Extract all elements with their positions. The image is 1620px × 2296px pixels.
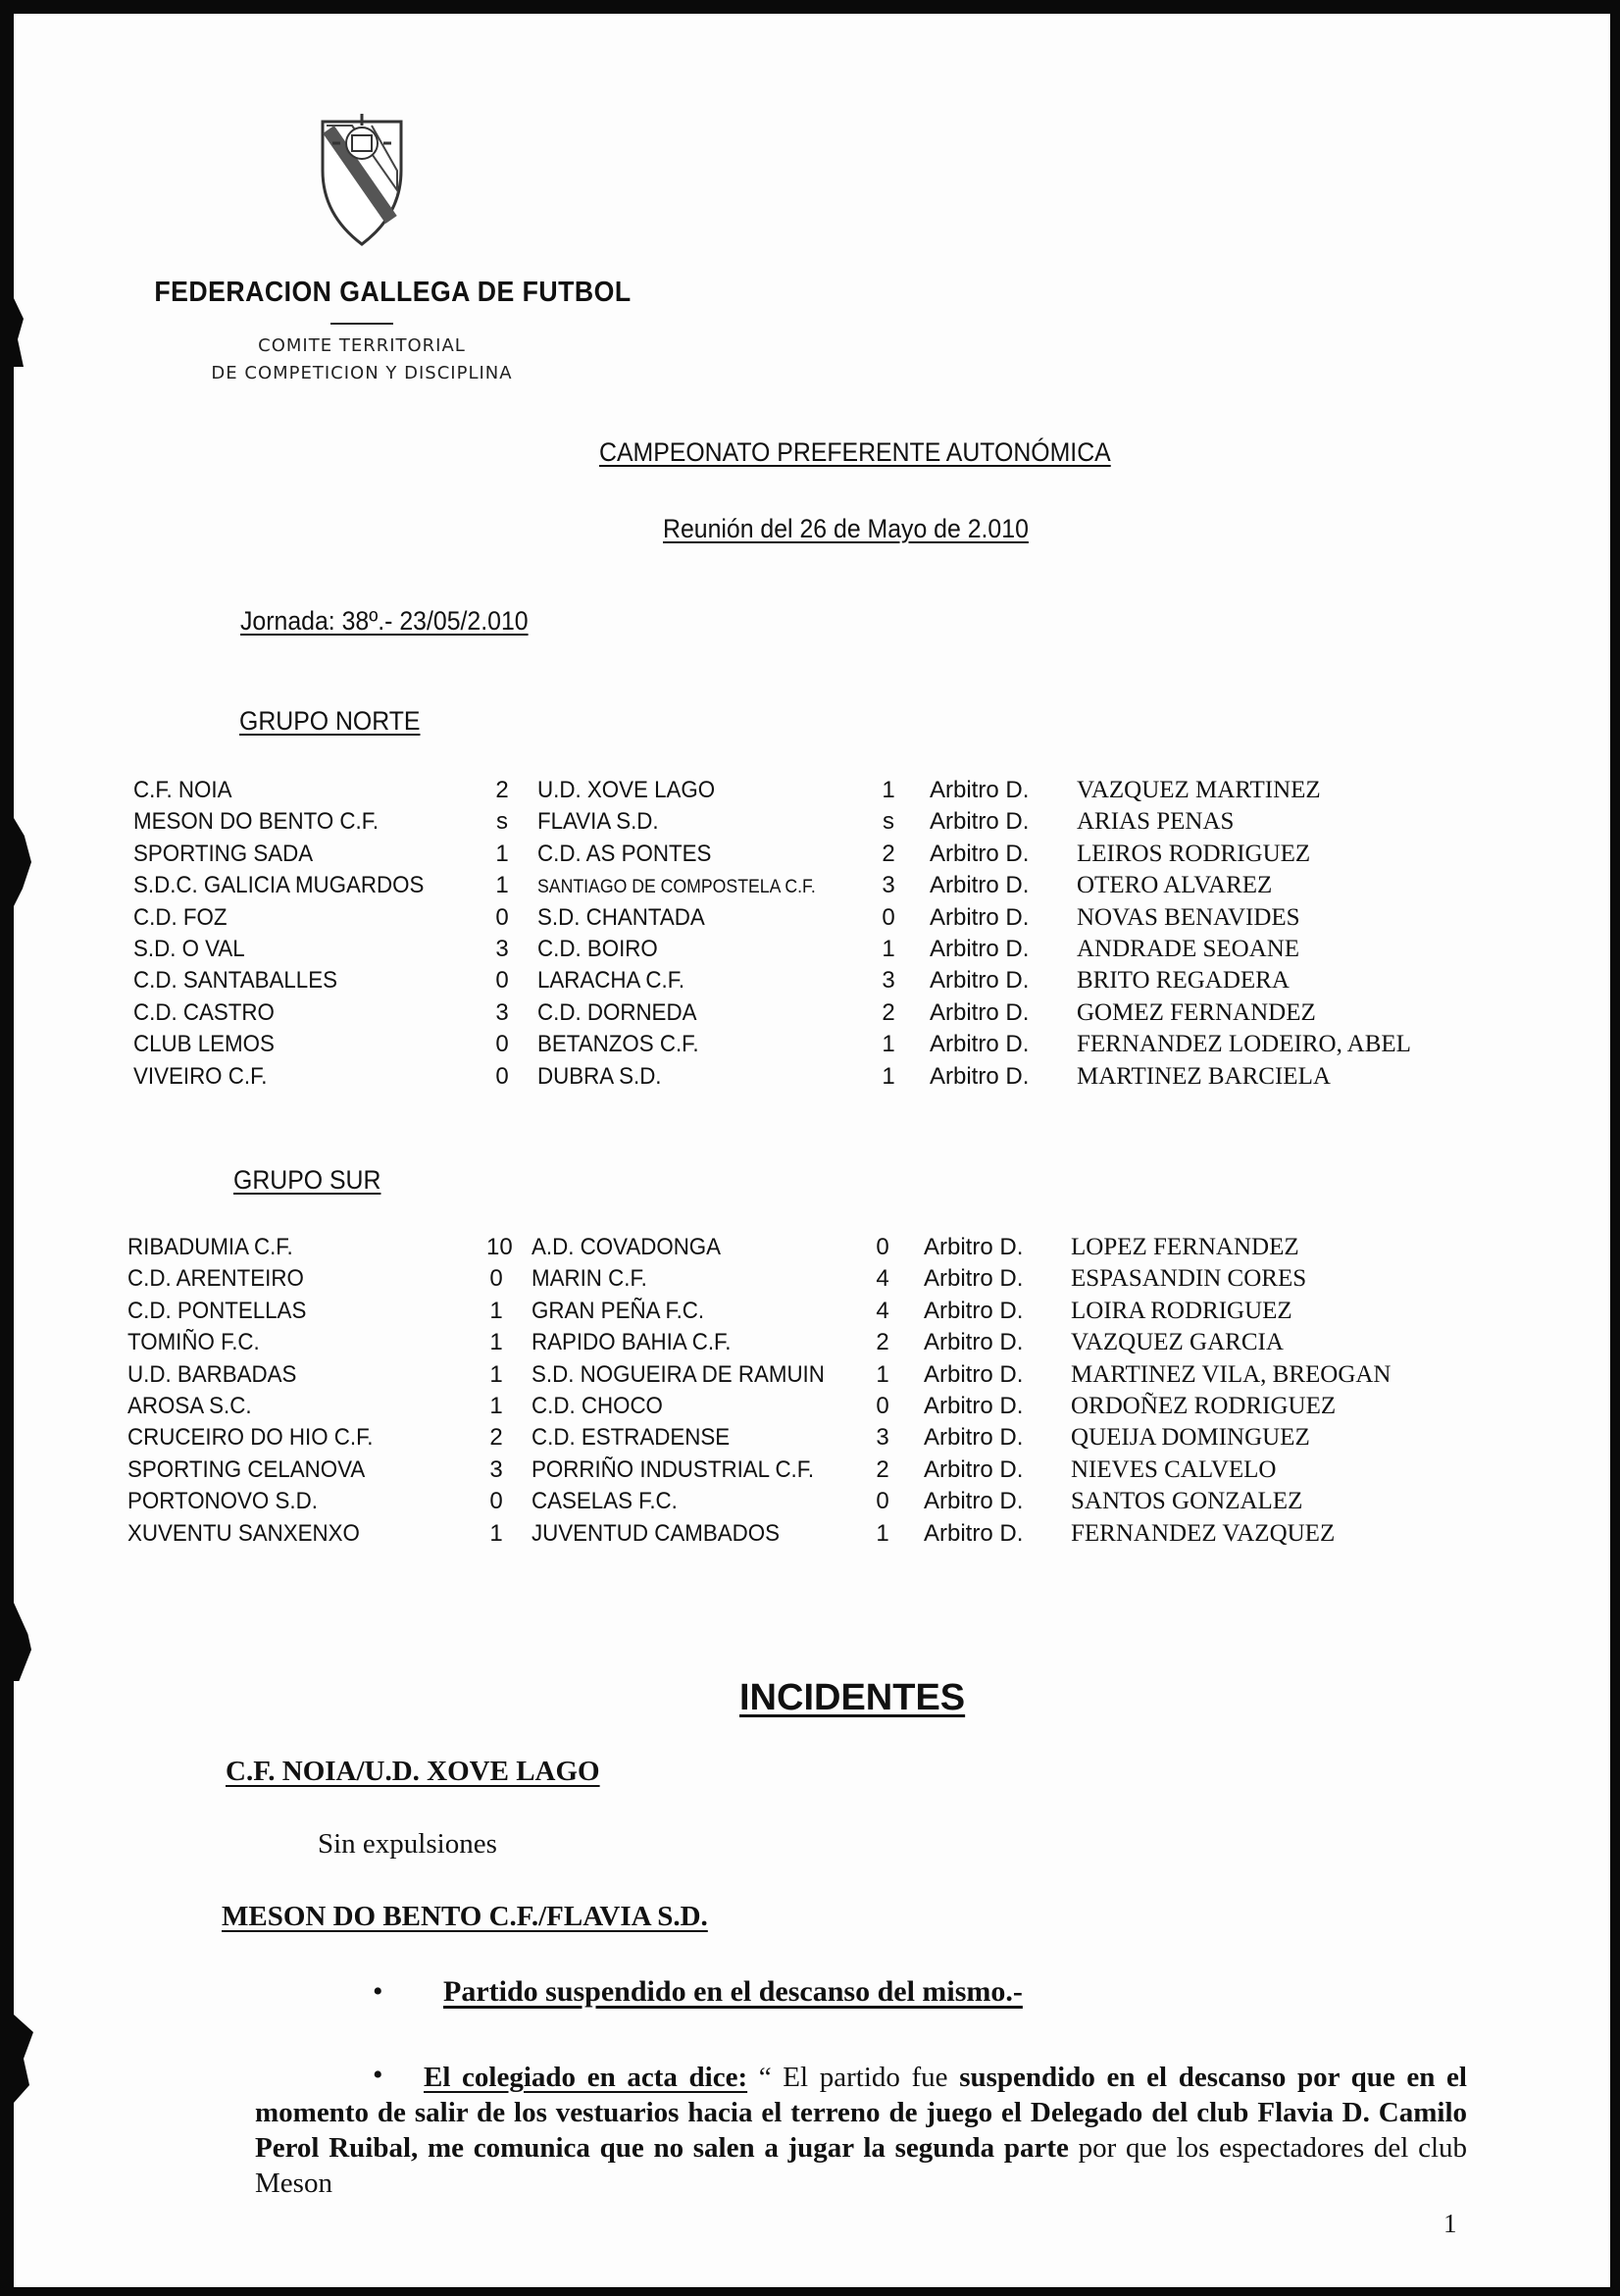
acta-text-b: suspendido en el descanso por que en el momento de salir de los vestuarios hacia el terreno de juego el Delegado del club Flavia D. Camilo Perol Ruibal, me comunica que no salen a jugar la segunda parte (255, 2062, 1467, 2164)
document-page (14, 14, 1610, 2287)
home-team: SPORTING CELANOVA (127, 1455, 366, 1483)
letterhead (136, 112, 632, 387)
away-team: GRAN PEÑA F.C. (532, 1297, 705, 1324)
torn-edge (14, 2015, 33, 2103)
away-team: LARACHA C.F. (537, 967, 685, 995)
championship-title: CAMPEONATO PREFERENTE AUTONÓMICA (599, 437, 1111, 467)
away-team: SANTIAGO DE COMPOSTELA C.F. (537, 877, 816, 898)
referee-name: OTERO ALVAREZ (1077, 872, 1273, 899)
referee-name: NIEVES CALVELO (1071, 1455, 1277, 1483)
home-team: XUVENTU SANXENXO (127, 1519, 360, 1547)
home-score: 0 (495, 1062, 509, 1090)
referee-name: LOIRA RODRIGUEZ (1071, 1297, 1292, 1324)
away-team: DUBRA S.D. (537, 1062, 662, 1090)
acta-text-a: “ El partido fue (747, 2062, 960, 2093)
away-score: 2 (882, 998, 895, 1026)
sin-expulsiones-text: Sin expulsiones (318, 1828, 497, 1860)
referee-name: VAZQUEZ GARCIA (1071, 1329, 1284, 1356)
away-team: RAPIDO BAHIA C.F. (532, 1329, 732, 1356)
away-score: 1 (876, 1360, 889, 1388)
referee-name: FERNANDEZ LODEIRO, ABEL (1077, 1031, 1411, 1058)
home-score: 0 (489, 1488, 503, 1515)
away-team: S.D. NOGUEIRA DE RAMUIN (532, 1360, 825, 1388)
committee-line-1: COMITE TERRITORIAL (258, 335, 466, 356)
away-score: 2 (876, 1329, 889, 1356)
away-team: A.D. COVADONGA (532, 1234, 722, 1260)
home-score: 1 (495, 840, 509, 867)
referee-label: Arbitro D. (924, 1488, 1024, 1515)
home-team: C.D. ARENTEIRO (127, 1265, 304, 1293)
referee-name: LOPEZ FERNANDEZ (1071, 1234, 1299, 1260)
away-team: C.D. ESTRADENSE (532, 1424, 731, 1452)
home-score: 3 (495, 998, 509, 1026)
home-team: S.D.C. GALICIA MUGARDOS (133, 872, 425, 899)
referee-label: Arbitro D. (930, 840, 1030, 867)
home-team: C.D. CASTRO (133, 998, 275, 1026)
away-score: 0 (876, 1392, 889, 1419)
home-team: S.D. O VAL (133, 935, 245, 962)
home-score: 0 (495, 967, 509, 995)
away-team: JUVENTUD CAMBADOS (532, 1519, 780, 1547)
referee-label: Arbitro D. (924, 1329, 1024, 1356)
home-score: 3 (489, 1455, 503, 1483)
acta-paragraph (255, 2060, 1467, 2201)
home-score: 0 (489, 1265, 503, 1293)
bullet-icon: • (373, 1975, 383, 2008)
home-team: C.D. PONTELLAS (127, 1297, 307, 1324)
home-team: PORTONOVO S.D. (127, 1488, 318, 1515)
away-score: 1 (876, 1519, 889, 1547)
away-score: 4 (876, 1265, 889, 1293)
away-score: 4 (876, 1297, 889, 1324)
away-team: C.D. CHOCO (532, 1392, 663, 1419)
away-team: C.D. DORNEDA (537, 998, 697, 1026)
torn-edge (14, 818, 31, 906)
away-score: 1 (882, 777, 895, 803)
referee-name: ORDOÑEZ RODRIGUEZ (1071, 1392, 1337, 1419)
referee-name: MARTINEZ BARCIELA (1077, 1062, 1331, 1090)
away-team: MARIN C.F. (532, 1265, 647, 1293)
referee-name: GOMEZ FERNANDEZ (1077, 998, 1316, 1026)
home-team: RIBADUMIA C.F. (127, 1234, 293, 1260)
away-score: 0 (876, 1234, 889, 1260)
away-team: S.D. CHANTADA (537, 903, 705, 931)
home-score: 1 (489, 1519, 503, 1547)
referee-name: ARIAS PENAS (1077, 808, 1235, 836)
referee-name: NOVAS BENAVIDES (1077, 903, 1300, 931)
grupo-norte-heading: GRUPO NORTE (239, 706, 421, 736)
home-score: 0 (495, 1031, 509, 1058)
away-score: s (883, 808, 894, 836)
grupo-sur-heading: GRUPO SUR (233, 1165, 381, 1195)
home-score: 1 (489, 1329, 503, 1356)
referee-name: BRITO REGADERA (1077, 967, 1290, 995)
acta-text-c: por que los espectadores del club Meson (255, 2132, 1467, 2199)
away-team: PORRIÑO INDUSTRIAL C.F. (532, 1455, 815, 1483)
match-heading-meson: MESON DO BENTO C.F./FLAVIA S.D. (222, 1901, 708, 1932)
bullet-suspendido-text: Partido suspendido en el descanso del mismo.- (443, 1975, 1023, 2008)
away-score: 1 (882, 935, 895, 962)
referee-name: SANTOS GONZALEZ (1071, 1488, 1303, 1515)
home-score: 0 (495, 903, 509, 931)
bullet-suspendido (373, 1975, 1023, 2009)
home-team: AROSA S.C. (127, 1392, 252, 1419)
away-score: 3 (876, 1424, 889, 1452)
away-score: 2 (882, 840, 895, 867)
referee-label: Arbitro D. (924, 1519, 1024, 1547)
referee-label: Arbitro D. (924, 1455, 1024, 1483)
referee-label: Arbitro D. (930, 872, 1030, 899)
away-team: C.D. AS PONTES (537, 840, 712, 867)
referee-name: ESPASANDIN CORES (1071, 1265, 1307, 1293)
home-score: 1 (489, 1392, 503, 1419)
referee-label: Arbitro D. (930, 1031, 1030, 1058)
away-team: FLAVIA S.D. (537, 808, 659, 836)
referee-name: FERNANDEZ VAZQUEZ (1071, 1519, 1336, 1547)
home-team: SPORTING SADA (133, 840, 314, 867)
referee-label: Arbitro D. (930, 1062, 1030, 1090)
torn-edge (14, 298, 24, 367)
committee-line-2: DE COMPETICION Y DISCIPLINA (211, 363, 513, 383)
incidentes-title: INCIDENTES (739, 1677, 966, 1718)
referee-label: Arbitro D. (924, 1297, 1024, 1324)
away-team: CASELAS F.C. (532, 1488, 678, 1515)
match-heading-noia: C.F. NOIA/U.D. XOVE LAGO (226, 1756, 600, 1787)
referee-name: QUEIJA DOMINGUEZ (1071, 1424, 1310, 1452)
home-team: CLUB LEMOS (133, 1031, 275, 1058)
federation-name: FEDERACION GALLEGA DE FUTBOL (154, 277, 632, 308)
referee-name: ANDRADE SEOANE (1077, 935, 1300, 962)
referee-label: Arbitro D. (930, 777, 1030, 803)
referee-label: Arbitro D. (930, 935, 1030, 962)
round-title: Jornada: 38º.- 23/05/2.010 (240, 606, 529, 636)
away-score: 2 (876, 1455, 889, 1483)
federation-crest-icon (313, 112, 411, 259)
header-divider (330, 323, 393, 325)
away-score: 3 (882, 967, 895, 995)
home-score: 2 (495, 777, 509, 803)
page-number: 1 (1443, 2209, 1457, 2238)
referee-name: LEIROS RODRIGUEZ (1077, 840, 1311, 867)
referee-label: Arbitro D. (924, 1424, 1024, 1452)
referee-label: Arbitro D. (924, 1234, 1024, 1260)
home-score: 3 (495, 935, 509, 962)
away-score: 0 (876, 1488, 889, 1515)
home-score: 1 (489, 1297, 503, 1324)
home-team: VIVEIRO C.F. (133, 1062, 268, 1090)
referee-label: Arbitro D. (924, 1392, 1024, 1419)
home-team: C.D. FOZ (133, 903, 228, 931)
torn-edge (14, 1603, 31, 1681)
away-score: 1 (882, 1062, 895, 1090)
home-team: TOMIÑO F.C. (127, 1329, 260, 1356)
home-score: 2 (489, 1424, 503, 1452)
home-score: s (496, 808, 508, 836)
away-team: BETANZOS C.F. (537, 1031, 699, 1058)
colegiado-label: El colegiado en acta dice: (424, 2062, 748, 2093)
home-score: 1 (495, 872, 509, 899)
referee-label: Arbitro D. (930, 808, 1030, 836)
referee-label: Arbitro D. (930, 903, 1030, 931)
referee-label: Arbitro D. (924, 1360, 1024, 1388)
home-team: CRUCEIRO DO HIO C.F. (127, 1424, 374, 1452)
away-score: 3 (882, 872, 895, 899)
home-team: C.F. NOIA (133, 777, 232, 803)
referee-label: Arbitro D. (924, 1265, 1024, 1293)
referee-label: Arbitro D. (930, 998, 1030, 1026)
referee-name: VAZQUEZ MARTINEZ (1077, 777, 1321, 803)
away-score: 0 (882, 903, 895, 931)
bullet-icon: • (373, 2059, 383, 2091)
home-team: U.D. BARBADAS (127, 1360, 297, 1388)
home-team: C.D. SANTABALLES (133, 967, 337, 995)
meeting-title: Reunión del 26 de Mayo de 2.010 (663, 514, 1029, 543)
home-score: 10 (486, 1234, 513, 1260)
away-team: C.D. BOIRO (537, 935, 658, 962)
away-team: U.D. XOVE LAGO (537, 777, 716, 803)
home-team: MESON DO BENTO C.F. (133, 808, 380, 836)
referee-label: Arbitro D. (930, 967, 1030, 995)
referee-name: MARTINEZ VILA, BREOGAN (1071, 1360, 1392, 1388)
away-score: 1 (882, 1031, 895, 1058)
home-score: 1 (489, 1360, 503, 1388)
